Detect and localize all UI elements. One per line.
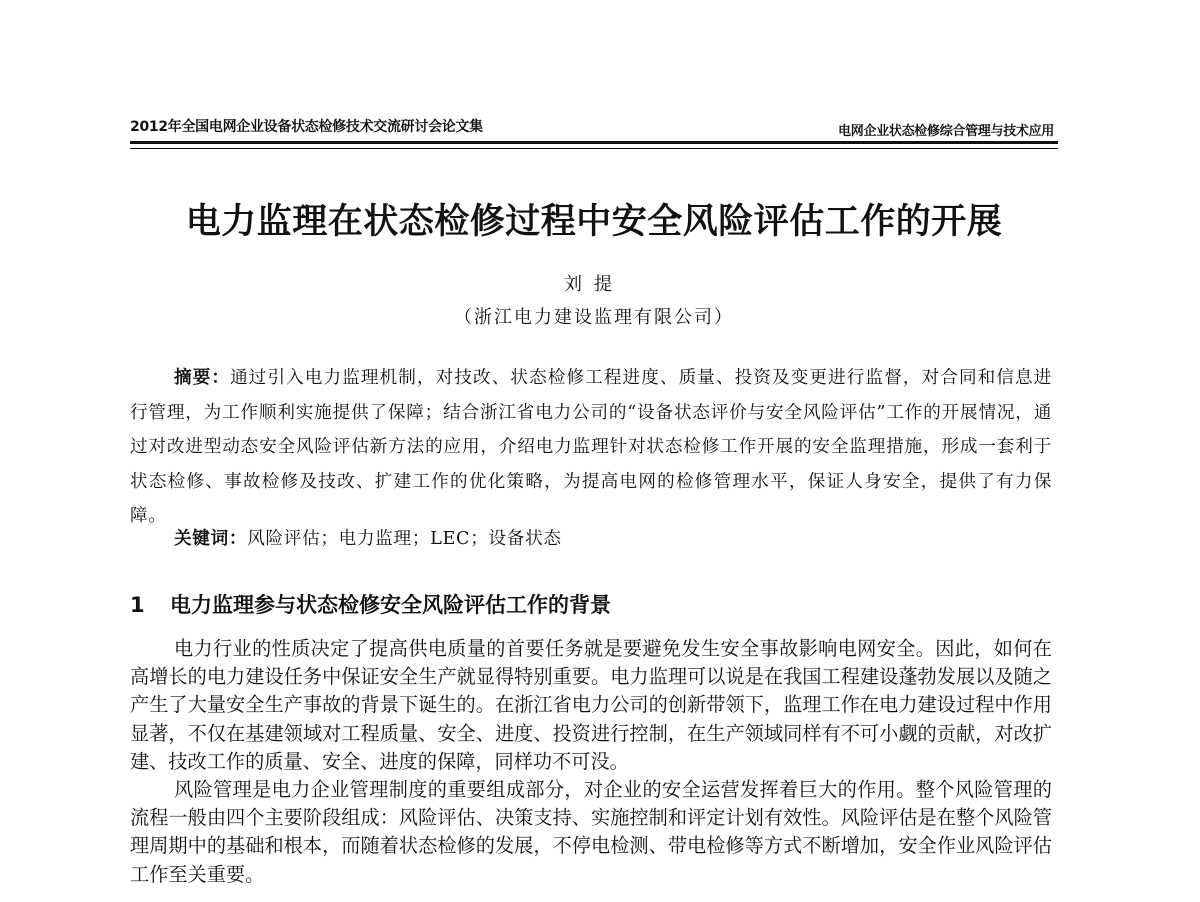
keywords xyxy=(174,525,1054,550)
abstract-label: 摘要： xyxy=(174,368,231,388)
running-header xyxy=(130,116,1058,138)
author-name: 刘提 xyxy=(564,274,624,295)
header-proceedings-title: 2012年全国电网企业设备状态检修技术交流研讨会论文集 xyxy=(130,119,483,135)
header-rule-thin xyxy=(130,148,1058,149)
keywords-label: 关键词： xyxy=(174,529,248,549)
header-rule-thick xyxy=(130,141,1058,144)
paper-page xyxy=(130,0,1058,902)
abstract-text: 通过引入电力监理机制，对技改、状态检修工程进度、质量、投资及变更进行监督，对合同和信息进行管理，为工作顺利实施提供了保障；结合浙江省电力公司的“设备状态评价与安全风险评估”工作的开展情况，通过对改进型动态安全风险评估新方法的应用，介绍电力监理针对状态检修工作开展的安全监理措施，形成一套利于状态检修、事故检修及技改、扩建工作的优化策略，为提高电网的检修管理水平，保证人身安全，提供了有力保障。 xyxy=(130,368,1052,526)
abstract xyxy=(130,361,1052,534)
header-section-title: 电网企业状态检修综合管理与技术应用 xyxy=(838,124,1054,139)
paragraph: 电力行业的性质决定了提高供电质量的首要任务就是要避免发生安全事故影响电网安全。因此，如何在高增长的电力建设任务中保证安全生产就显得特别重要。电力监理可以说是在我国工程建设蓬勃发展以及随之产生了大量安全生产事故的背景下诞生的。在浙江省电力公司的创新带领下，监理工作在电力建设过程中作用显著，不仅在基建领域对工程质量、安全、进度、投资进行控制，在生产领域同样有不可小觑的贡献，对改扩建、技改工作的质量、安全、进度的保障，同样功不可没。 xyxy=(130,637,1052,773)
keywords-text: 风险评估；电力监理；LEC；设备状态 xyxy=(247,529,562,549)
section-heading xyxy=(130,589,1058,619)
paper-title: 电力监理在状态检修过程中安全风险评估工作的开展 xyxy=(185,202,1003,242)
paragraph: 风险管理是电力企业管理制度的重要组成部分，对企业的安全运营发挥着巨大的作用。整个风险管理的流程一般由四个主要阶段组成：风险评估、决策支持、实施控制和评定计划有效性。风险评估是在整个风险管理周期中的基础和根本，而随着状态检修的发展，不停电检测、带电检修等方式不断增加，安全作业风险评估工作至关重要。 xyxy=(130,778,1052,886)
section-title: 电力监理参与状态检修安全风险评估工作的背景 xyxy=(170,593,611,617)
section-number: 1 xyxy=(130,593,145,617)
author-affiliation: （浙江电力建设监理有限公司） xyxy=(454,307,734,328)
body-text xyxy=(130,635,1052,889)
